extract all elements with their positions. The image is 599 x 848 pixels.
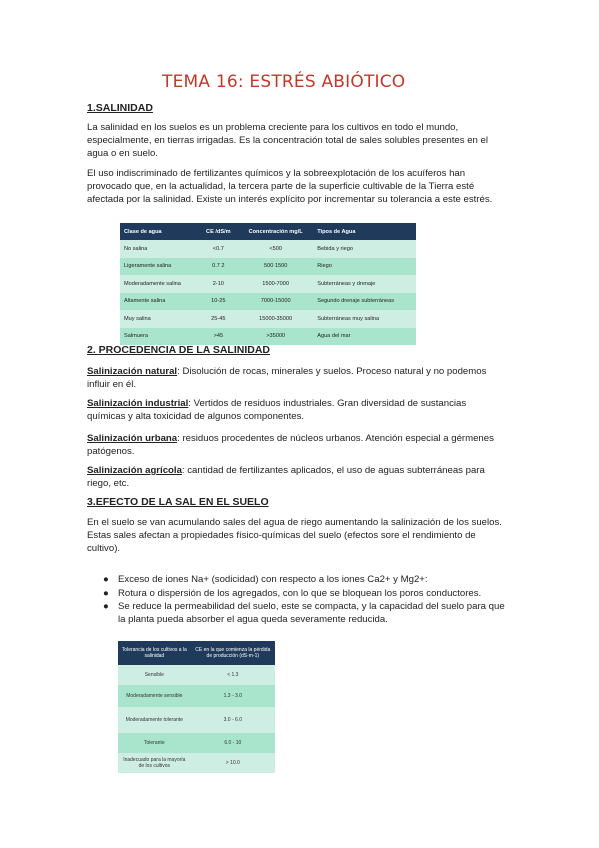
table-cell: Segundo drenaje subterráneas (313, 293, 416, 311)
table-cell: Tolerante (118, 733, 191, 753)
table-header-row (118, 641, 275, 665)
term: Salinización agrícola (87, 465, 182, 476)
list-item-text: Se reduce la permeabilidad del suelo, este se compacta, y la capacidad del suelo para que la planta pueda absorber el agua queda severamente reducida. (118, 601, 505, 625)
table-row (118, 665, 275, 685)
paragraph (87, 432, 507, 458)
table-cell: >35000 (238, 328, 313, 346)
table-cell: 10-25 (199, 293, 238, 311)
table-header-cell: Clase de agua (120, 223, 199, 240)
page-title: TEMA 16: ESTRÉS ABIÓTICO (162, 72, 406, 92)
table-cell: 1.3 - 3.0 (191, 685, 275, 707)
term: Salinización natural (87, 366, 178, 377)
definition: : cantidad de fertilizantes aplicados, el uso de aguas subterráneas para riego, etc. (87, 465, 485, 489)
table-header-row (120, 223, 416, 240)
definition: : Vertidos de residuos industriales. Gran diversidad de sustancias químicas y alta toxicidad de algunos componentes. (87, 398, 467, 422)
table-cell: Subterráneas y drenaje (313, 275, 416, 293)
table-cell: 15000-35000 (238, 310, 313, 328)
bullet-icon: ● (103, 587, 109, 599)
table-row (120, 310, 416, 328)
table-cell: 3.0 - 6.0 (191, 707, 275, 733)
table-header-cell: CE /dS/m (199, 223, 238, 240)
term: Salinización urbana (87, 433, 178, 444)
table-row (120, 328, 416, 346)
paragraph: El uso indiscriminado de fertilizantes químicos y la sobreexplotación de los acuíferos han provocado que, en la actualidad, la tercera parte de la superficie cultivable de la Tierra esté afectada por la salinidad. Existe un interés explícito por incrementar su tolerancia a este estrés. (87, 168, 493, 205)
table-cell: Moderadamente sensible (118, 685, 191, 707)
table-cell: Ligeramente salina (120, 258, 199, 276)
table-row (118, 753, 275, 773)
table-cell: 0.7 2 (199, 258, 238, 276)
bullet-icon: ● (103, 601, 109, 612)
table-row (118, 685, 275, 707)
definition: : Disolución de rocas, minerales y suelos. Proceso natural y no podemos influir en él. (87, 366, 487, 390)
table-header-cell: Tipos de Agua (313, 223, 416, 240)
list-item-text: Exceso de iones Na+ (sodicidad) con respecto a los iones Ca2+ y Mg2+: (118, 574, 428, 585)
table-cell: Subterráneas muy salina (313, 310, 416, 328)
table-cell: 6.0 - 10 (191, 733, 275, 753)
table-header-cell: Tolerancia de los cultivos a la salinidad (118, 641, 191, 665)
section-heading-salinidad: 1.SALINIDAD (87, 102, 153, 114)
list-item (103, 574, 513, 587)
table-cell: Moderadamente tolerante (118, 707, 191, 733)
table-cell: Muy salina (120, 310, 199, 328)
list-item-text: Rotura o dispersión de los agregados, con lo que se bloquean los poros conductores. (118, 587, 482, 599)
table-cell: < 1.3 (191, 665, 275, 685)
term: Salinización industrial (87, 398, 189, 409)
table-cell: <0.7 (199, 240, 238, 258)
table-header-cell: Concentración mg/L (238, 223, 313, 240)
table-cell: > 10.0 (191, 753, 275, 773)
water-class-table (120, 223, 416, 345)
table-cell: Riego (313, 258, 416, 276)
table-cell: 25-45 (199, 310, 238, 328)
paragraph (87, 365, 507, 391)
table-cell: <500 (238, 240, 313, 258)
table-cell: Agua del mar (313, 328, 416, 346)
definition: : residuos procedentes de núcleos urbanos. Atención especial a gérmenes patógenos. (87, 433, 494, 457)
bullet-icon: ● (103, 574, 109, 585)
paragraph: En el suelo se van acumulando sales del agua de riego aumentando la salinización de los suelos. Estas sales afectan a propiedades físico-químicas del suelo (efectos sore el rendimiento de cultivo). (87, 517, 502, 554)
table-row (120, 275, 416, 293)
table-cell: No salina (120, 240, 199, 258)
list-item (103, 588, 513, 601)
table-cell: 7000-15000 (238, 293, 313, 311)
table-cell: 2-10 (199, 275, 238, 293)
table-cell: Salmuera (120, 328, 199, 346)
table-cell: 1500-7000 (238, 275, 313, 293)
table-cell: Bebida y riego (313, 240, 416, 258)
paragraph (87, 464, 507, 490)
paragraph (87, 397, 507, 423)
table-cell: 500 1500 (238, 258, 313, 276)
paragraph: La salinidad en los suelos es un problema creciente para los cultivos en todo el mundo, especialmente, en tierras irrigadas. Es la concentración total de sales solubles presentes en el agua o en suelo. (87, 122, 489, 159)
table-cell: Sensible (118, 665, 191, 685)
table-row (120, 293, 416, 311)
table-cell: Altamente salina (120, 293, 199, 311)
table-header-cell: CE en la que comienza la pérdida de producción (dS·m-1) (191, 641, 275, 665)
table-row (118, 707, 275, 733)
table-row (120, 258, 416, 276)
section-heading-procedencia: 2. PROCEDENCIA DE LA SALINIDAD (87, 344, 270, 356)
table-row (120, 240, 416, 258)
list-item (103, 601, 513, 626)
table-cell: >45 (199, 328, 238, 346)
bullet-list (103, 574, 513, 627)
table-cell: Moderadamente salina (120, 275, 199, 293)
crop-tolerance-table (118, 641, 275, 773)
table-row (118, 733, 275, 753)
section-heading-efecto: 3.EFECTO DE LA SAL EN EL SUELO (87, 496, 269, 508)
table-cell: Inadecuado para la mayoría de los cultivos (118, 753, 191, 773)
